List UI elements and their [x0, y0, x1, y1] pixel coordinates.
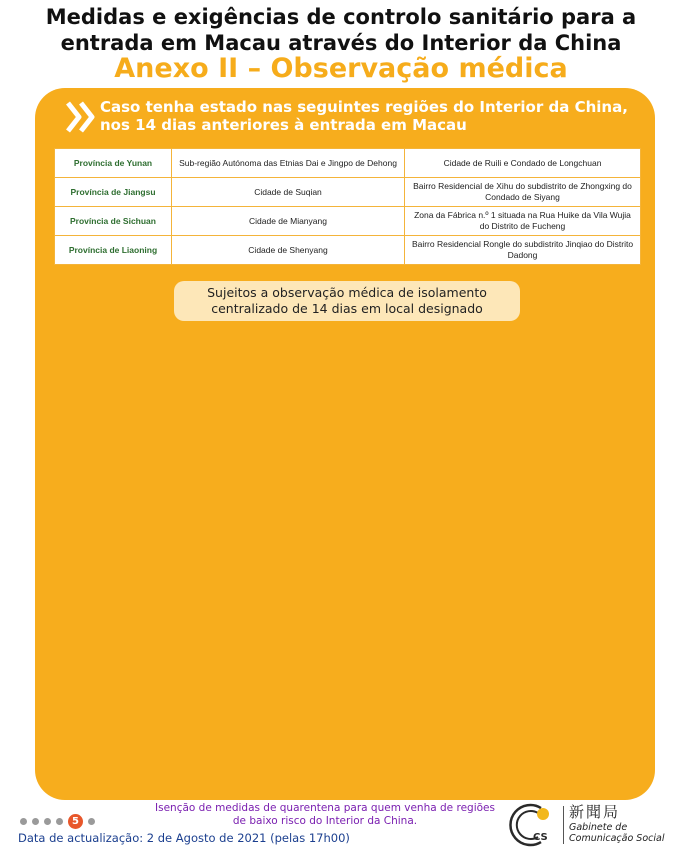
- current-page-dot[interactable]: 5: [68, 814, 83, 829]
- gcs-logo-icon: [505, 800, 561, 850]
- logo-portuguese-text: [569, 822, 664, 844]
- chevron-right-double-icon: [65, 100, 97, 134]
- city-cell: Cidade de Mianyang: [172, 207, 405, 236]
- pagination: [20, 814, 95, 828]
- content-panel: [35, 88, 655, 800]
- page-subtitle: Anexo II – Observação médica: [114, 53, 568, 84]
- city-cell: Sub-região Autónoma das Etnias Dai e Jingpo de Dehong: [172, 149, 405, 178]
- page-dot[interactable]: [88, 818, 95, 825]
- panel-heading: Caso tenha estado nas seguintes regiões do Interior da China, nos 14 dias anteriores à entrada em Macau: [100, 98, 628, 134]
- logo-line: Gabinete de: [569, 822, 628, 833]
- page-title: Medidas e exigências de controlo sanitário para a entrada em Macau através do Interior da China: [45, 5, 637, 55]
- update-date: Data de actualização: 2 de Agosto de 2021 (pelas 17h00): [18, 831, 350, 845]
- page-dot[interactable]: [20, 818, 27, 825]
- table-row: [55, 178, 641, 207]
- area-cell: Bairro Residencial de Xihu do subdistrito de Zhongxing do Condado de Siyang: [405, 178, 641, 207]
- province-cell: Província de Yunan: [55, 149, 172, 178]
- area-cell: Cidade de Ruili e Condado de Longchuan: [405, 149, 641, 178]
- area-cell: Zona da Fábrica n.º 1 situada na Rua Huike da Vila Wujia do Distrito de Fucheng: [405, 207, 641, 236]
- footer-note: Isenção de medidas de quarentena para quem venha de regiões de baixo risco do Interior da China.: [155, 802, 495, 827]
- table-row: [55, 149, 641, 178]
- city-cell: Cidade de Suqian: [172, 178, 405, 207]
- table-row: [55, 207, 641, 236]
- logo-chinese-text: 新聞局: [569, 803, 621, 821]
- province-cell: Província de Liaoning: [55, 236, 172, 265]
- page-dot[interactable]: [32, 818, 39, 825]
- city-cell: Cidade de Shenyang: [172, 236, 405, 265]
- page-dot[interactable]: [56, 818, 63, 825]
- gcs-logo: [505, 800, 675, 850]
- area-cell: Bairro Residencial Rongle do subdistrito Jinqiao do Distrito Dadong: [405, 236, 641, 265]
- regions-table: [54, 148, 641, 265]
- logo-line: Comunicação Social: [569, 833, 665, 844]
- svg-text:CS: CS: [533, 832, 548, 843]
- measure-badge: Sujeitos a observação médica de isolamento centralizado de 14 dias em local designado: [174, 281, 520, 321]
- table-row: [55, 236, 641, 265]
- province-cell: Província de Jiangsu: [55, 178, 172, 207]
- logo-divider: [563, 806, 564, 844]
- province-cell: Província de Sichuan: [55, 207, 172, 236]
- page-dot[interactable]: [44, 818, 51, 825]
